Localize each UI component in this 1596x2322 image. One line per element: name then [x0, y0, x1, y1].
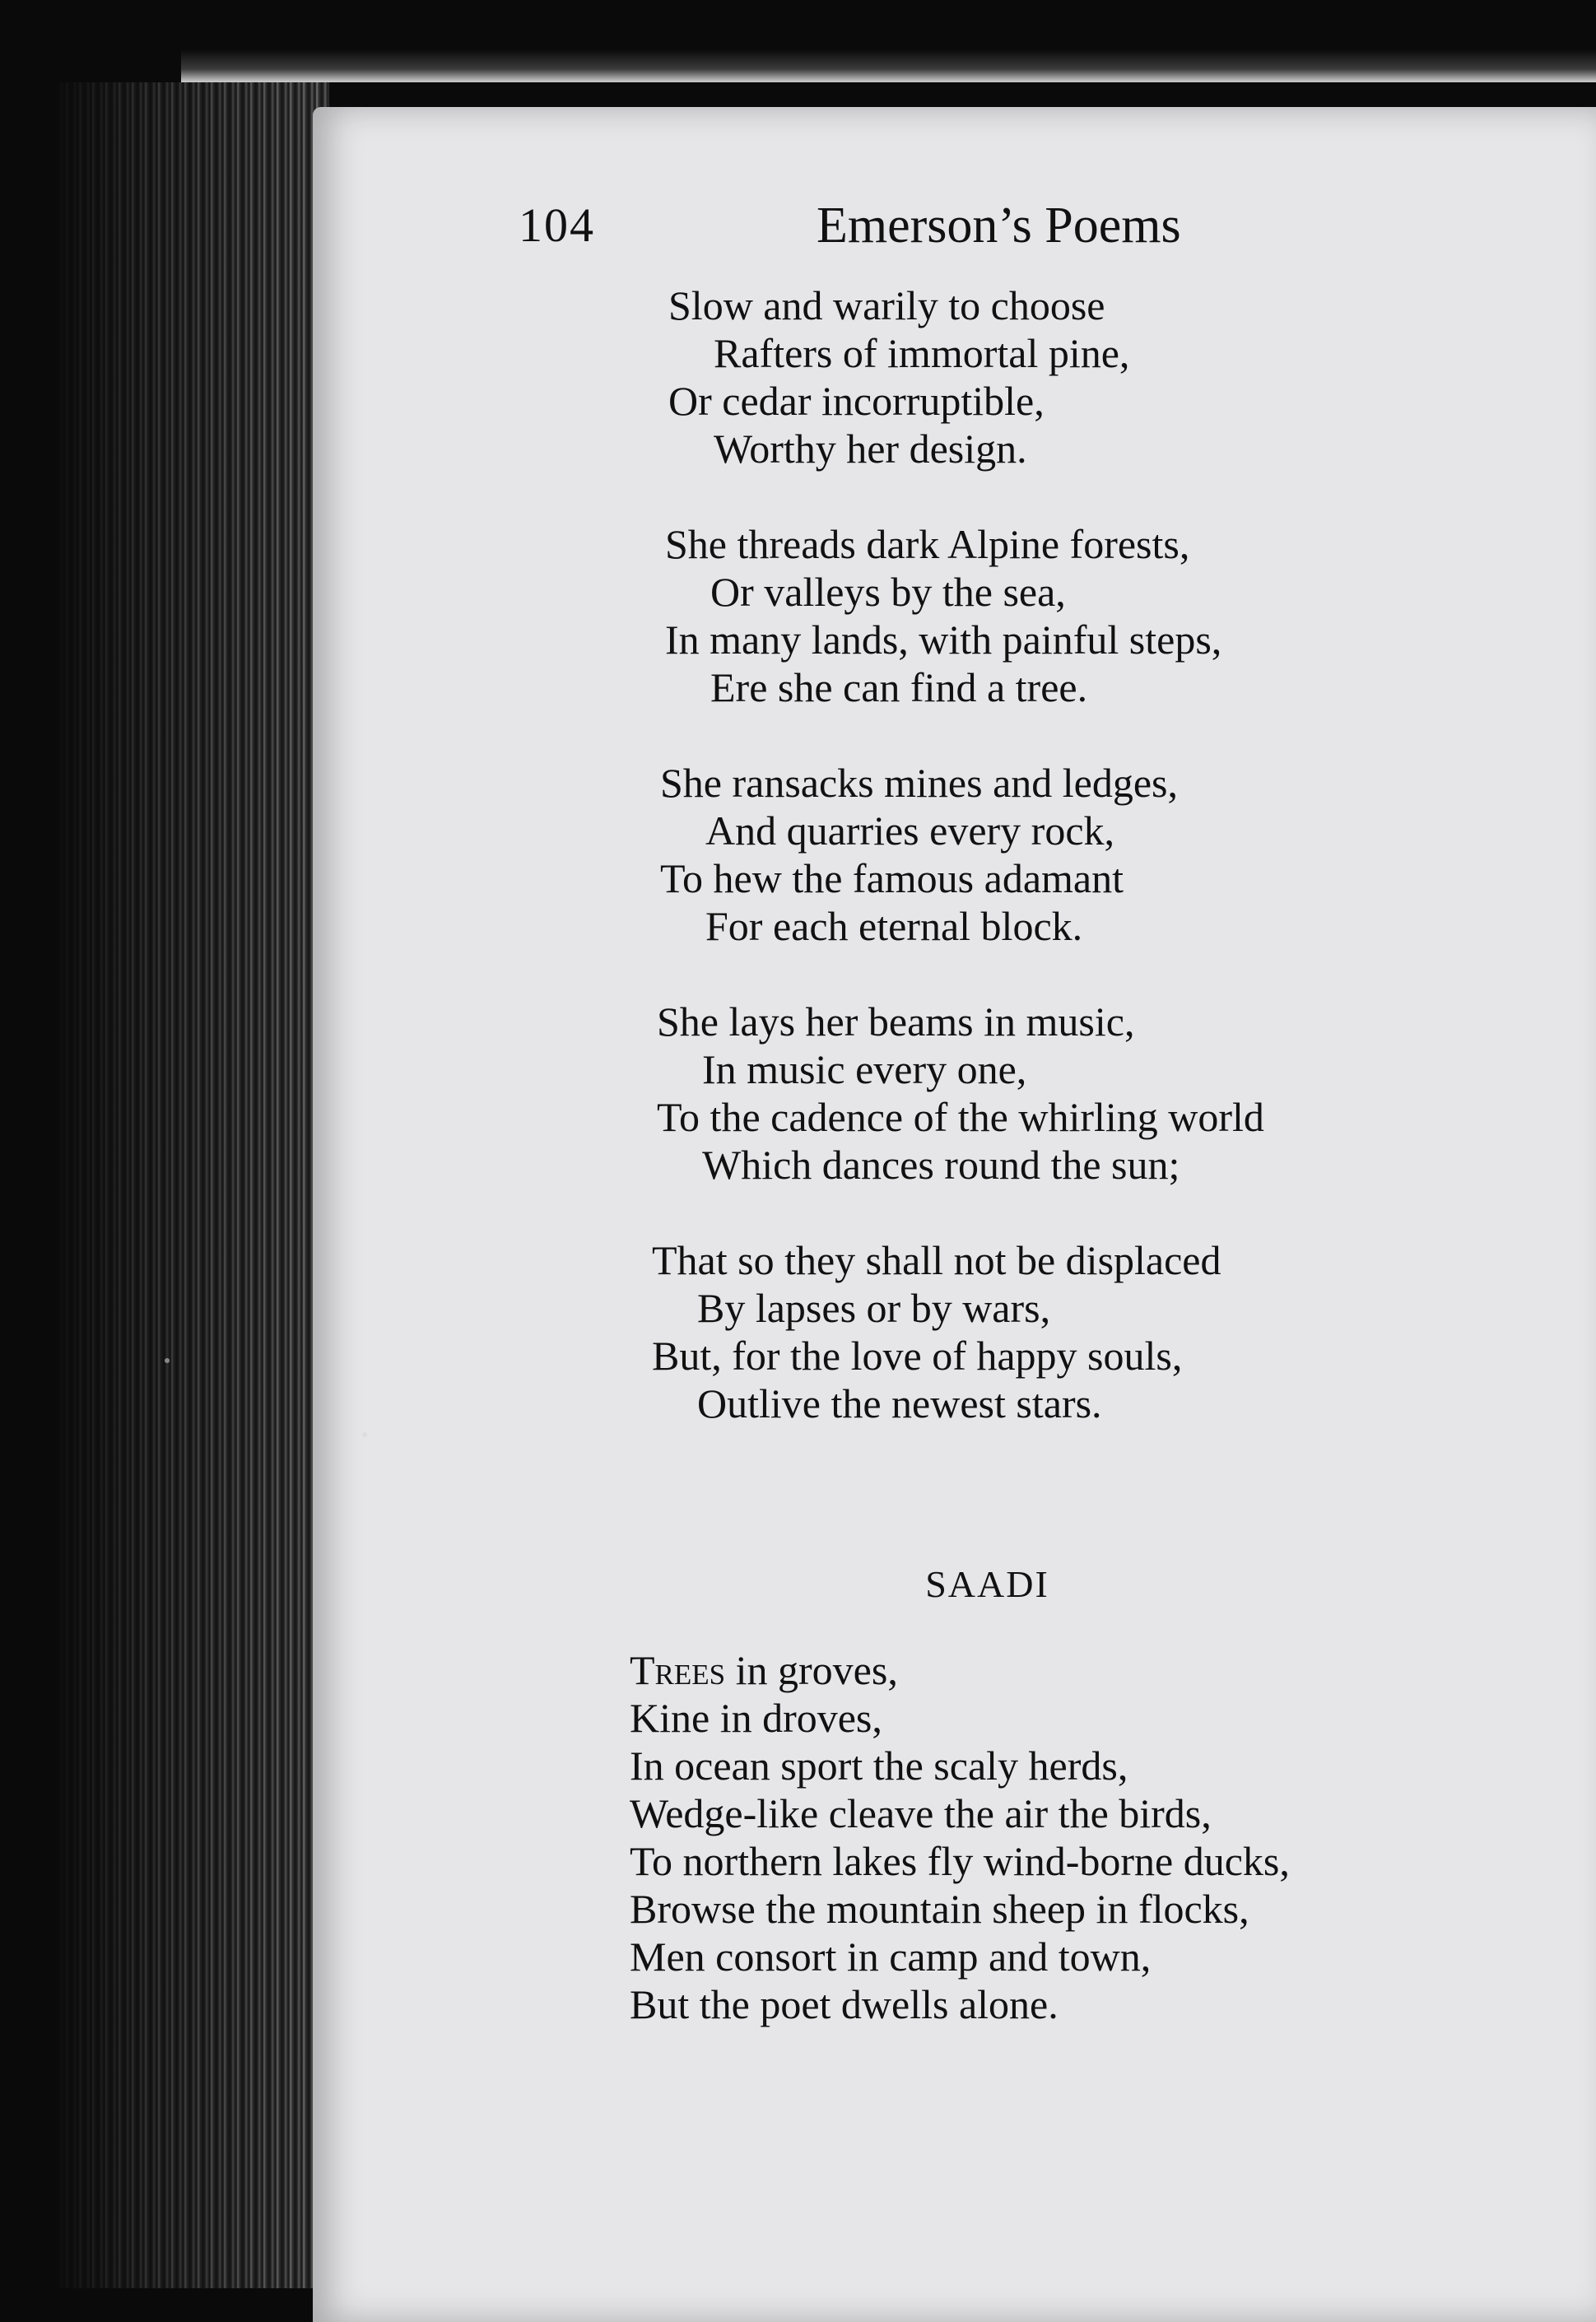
verse-line: To hew the famous adamant: [660, 855, 1124, 901]
verse-line: That so they shall not be displaced: [652, 1237, 1221, 1283]
page-content: [313, 107, 1596, 2322]
verse-line: Or valleys by the sea,: [710, 569, 1066, 615]
verse-line: Slow and warily to choose: [668, 282, 1105, 328]
verse-line: But the poet dwells alone.: [630, 1981, 1059, 2027]
stanza-5: [313, 1236, 1596, 1427]
verse-line: Kine in droves,: [630, 1695, 882, 1741]
running-head: [313, 193, 1596, 258]
verse-line: Ere she can find a tree.: [710, 664, 1088, 710]
page-number: 104: [519, 198, 595, 252]
verse-line: She lays her beams in music,: [657, 998, 1135, 1045]
verse-line: Wedge-like cleave the air the birds,: [630, 1790, 1212, 1836]
verse-line: Which dances round the sun;: [702, 1142, 1180, 1188]
scan-speck: [362, 1432, 367, 1437]
verse-line: Men consort in camp and town,: [630, 1933, 1152, 1980]
poem-saadi: [313, 1646, 1596, 2028]
verse-line: And quarries every rock,: [705, 807, 1115, 854]
verse-line: To the cadence of the whirling world: [657, 1094, 1264, 1140]
opening-word: Trees: [630, 1647, 726, 1693]
verse-line: She threads dark Alpine forests,: [665, 521, 1190, 567]
verse-line: Rafters of immortal pine,: [714, 330, 1130, 376]
verse-line: Worthy her design.: [714, 426, 1027, 472]
verse-line: [630, 1646, 1596, 1694]
verse-line: For each eternal block.: [705, 903, 1083, 949]
scan-speck: [165, 1358, 170, 1363]
verse-line: In ocean sport the scaly herds,: [630, 1743, 1128, 1789]
book-edge-shadow: [58, 82, 329, 2288]
poem-continuation: [313, 282, 1596, 1475]
verse-line: Or cedar incorruptible,: [668, 378, 1045, 424]
verse-line: Outlive the newest stars.: [697, 1380, 1102, 1426]
book-top-edge: [181, 49, 1596, 82]
verse-line: Browse the mountain sheep in flocks,: [630, 1886, 1249, 1932]
book-page: [313, 107, 1596, 2322]
verse-line: To northern lakes fly wind-borne ducks,: [630, 1838, 1290, 1884]
verse-line: But, for the love of happy souls,: [652, 1333, 1183, 1379]
verse-line: By lapses or by wars,: [697, 1285, 1051, 1331]
stanza-1: [313, 282, 1596, 472]
stanza-2: [313, 520, 1596, 711]
poem-title-saadi: SAADI: [925, 1563, 1049, 1605]
opening-line-rest: in groves,: [725, 1647, 898, 1693]
stanza-3: [313, 759, 1596, 950]
verse-line: In music every one,: [702, 1046, 1027, 1092]
verse-line: She ransacks mines and ledges,: [660, 760, 1179, 806]
running-title: Emerson’s Poems: [817, 198, 1181, 254]
verse-line: In many lands, with painful steps,: [665, 617, 1222, 663]
stanza-4: [313, 998, 1596, 1189]
